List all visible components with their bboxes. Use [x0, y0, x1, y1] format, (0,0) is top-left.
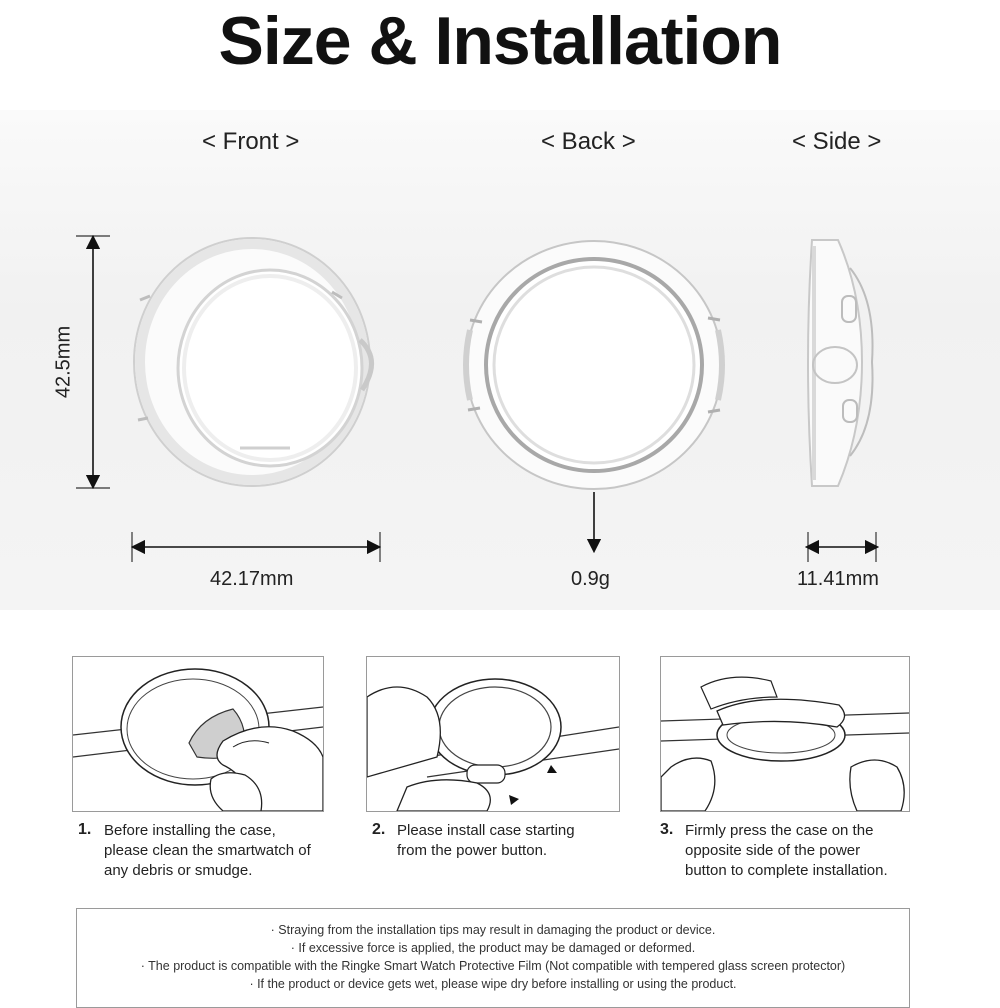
view-label-back: < Back > — [541, 128, 636, 155]
step-2-number: 2. — [372, 821, 386, 838]
width-dimension-arrow — [132, 532, 380, 562]
depth-measurement: 11.41mm — [797, 568, 879, 590]
step-1-text — [104, 821, 311, 881]
step-1-line-2: please clean the smartwatch of — [104, 842, 311, 859]
caution-notes-box — [76, 908, 910, 1008]
step-1-illustration — [72, 656, 324, 812]
side-view-case — [808, 240, 873, 486]
step-2-line-2: from the power button. — [397, 842, 548, 859]
note-line: · If the product or device gets wet, please wipe dry before installing or using the product. — [249, 977, 737, 991]
step-2-illustration — [366, 656, 620, 812]
step-3-line-3: button to complete installation. — [685, 862, 888, 879]
back-view-case — [466, 241, 722, 489]
step-3-number: 3. — [660, 821, 674, 838]
step-1-line-3: any debris or smudge. — [104, 862, 253, 879]
note-line: · Straying from the installation tips may result in damaging the product or device. — [270, 923, 716, 937]
step-3-text — [685, 821, 888, 881]
note-line: · The product is compatible with the Ringke Smart Watch Protective Film (Not compatible with tempered glass screen protector) — [140, 959, 846, 973]
step-2-line-1: Please install case starting — [397, 822, 575, 839]
step-3-line-2: opposite side of the power — [685, 842, 861, 859]
step-3-line-1: Firmly press the case on the — [685, 822, 874, 839]
step-1-number: 1. — [78, 821, 92, 838]
view-label-front: < Front > — [202, 128, 300, 155]
front-view-case — [134, 238, 372, 486]
step-2-text — [397, 821, 575, 861]
weight-measurement: 0.9g — [571, 568, 610, 590]
step-1-line-1: Before installing the case, — [104, 822, 276, 839]
depth-dimension-arrow — [808, 532, 876, 562]
height-dimension-arrow — [76, 236, 110, 488]
step-3-illustration — [660, 656, 910, 812]
view-label-side: < Side > — [792, 128, 882, 155]
note-line: · If excessive force is applied, the product may be damaged or deformed. — [290, 941, 696, 955]
page-title: Size & Installation — [218, 3, 782, 79]
height-measurement: 42.5mm — [52, 325, 75, 399]
width-measurement: 42.17mm — [210, 568, 294, 590]
